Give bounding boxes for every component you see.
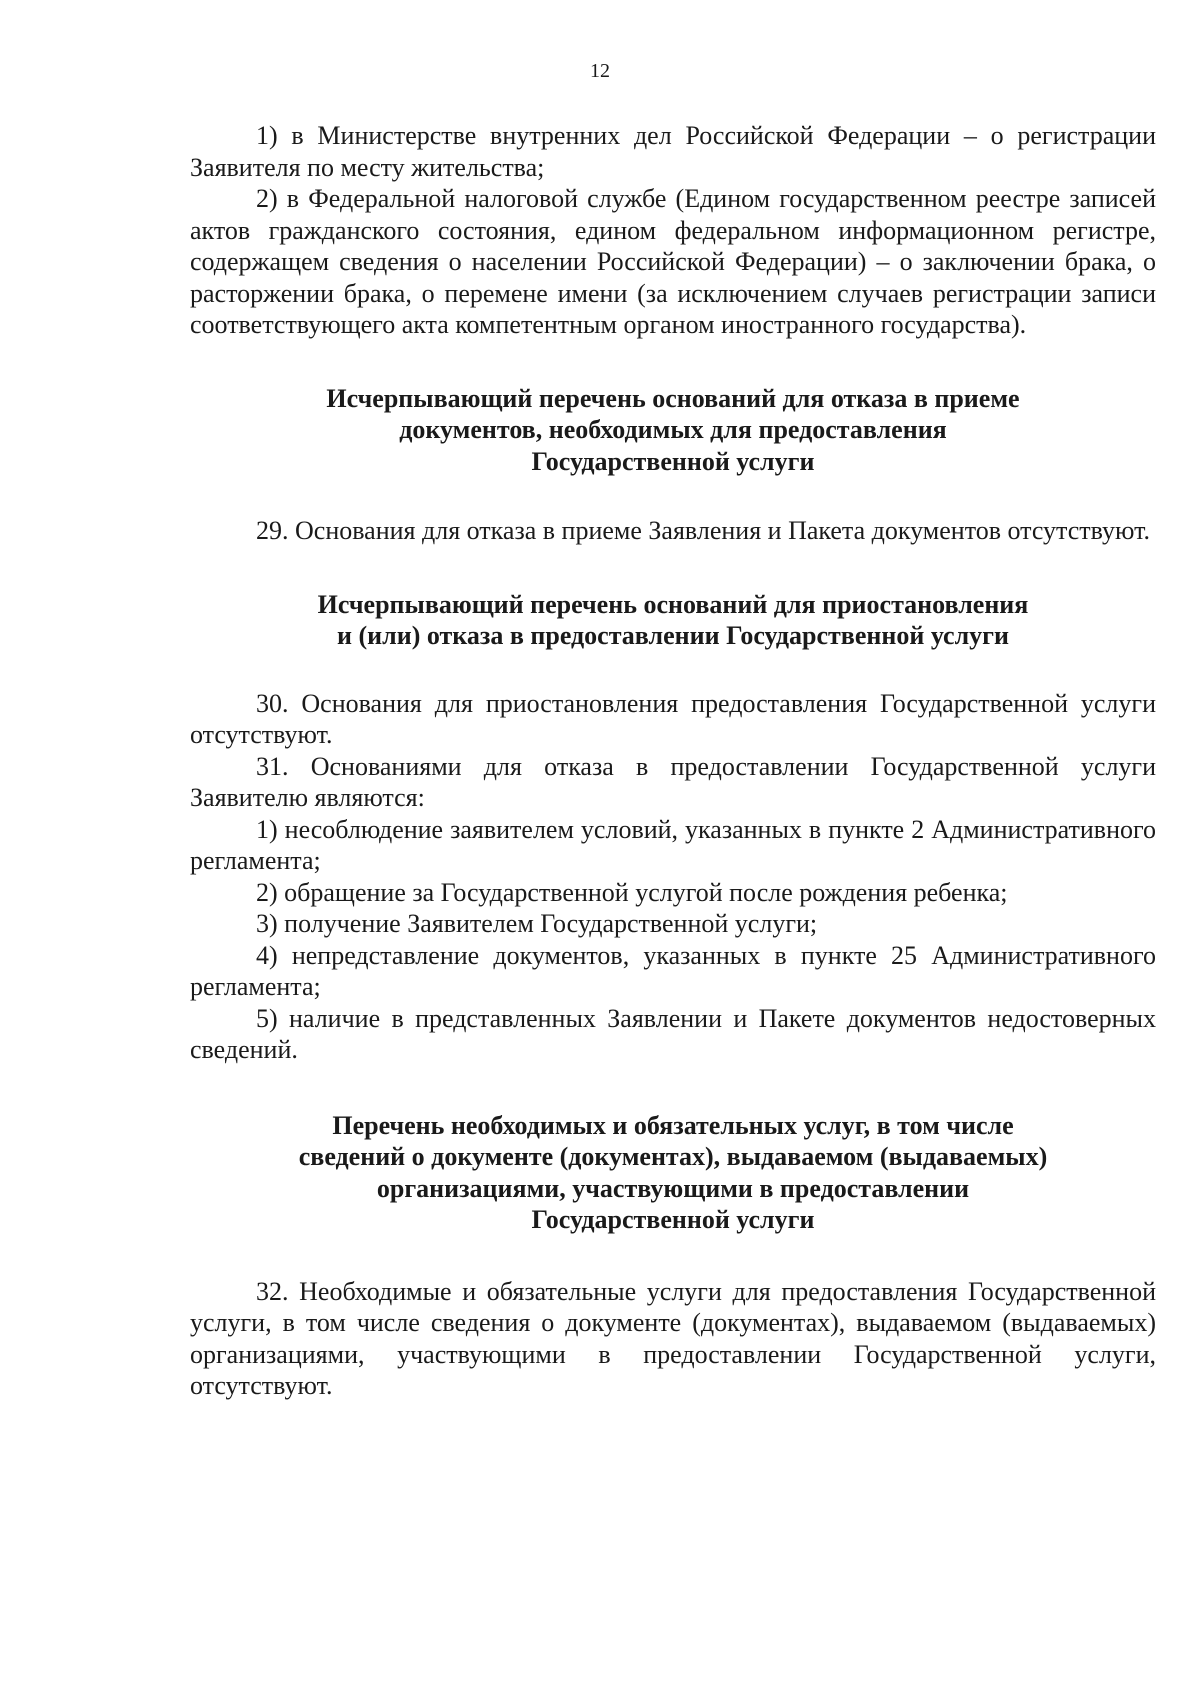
paragraph: 30. Основания для приостановления предоставления Государственной услуги отсутствуют. xyxy=(190,688,1156,749)
document-body xyxy=(190,120,1156,1402)
paragraph: 1) в Министерстве внутренних дел Российской Федерации – о регистрации Заявителя по месту жительства; xyxy=(190,121,1156,182)
heading-line: и (или) отказа в предоставлении Государственной услуги xyxy=(337,621,1009,650)
heading-line: сведений о документе (документах), выдаваемом (выдаваемых) xyxy=(298,1142,1048,1171)
heading-line: Государственной услуги xyxy=(531,446,815,476)
list-item: 3) получение Заявителем Государственной услуги; xyxy=(256,909,818,938)
list-item: 5) наличие в представленных Заявлении и Пакете документов недостоверных сведений. xyxy=(190,1003,1156,1064)
paragraph: 29. Основания для отказа в приеме Заявления и Пакета документов отсутствуют. xyxy=(256,516,1150,545)
heading-line: Перечень необходимых и обязательных услуг, в том числе xyxy=(332,1110,1014,1140)
list-item: 1) несоблюдение заявителем условий, указанных в пункте 2 Административного регламента; xyxy=(190,814,1156,875)
page-number: 12 xyxy=(590,60,610,82)
section-heading-required-services xyxy=(190,1110,1156,1236)
heading-line: Государственной услуги xyxy=(531,1205,815,1234)
paragraph: 31. Основаниями для отказа в предоставлении Государственной услуги Заявителю являются: xyxy=(190,751,1156,812)
section-heading-suspension xyxy=(190,589,1156,652)
section-heading-refusal-docs xyxy=(190,383,1156,478)
paragraph: 2) в Федеральной налоговой службе (Едином государственном реестре записей актов гражданского состояния, едином федеральном информационном регистре, содержащем сведения о населении Российской Федерации) – о заключении брака, о расторжении брака, о перемене имени (за исключением случаев регистрации записи соответствующего акта компетентным органом иностранного государства). xyxy=(190,184,1156,339)
heading-line: Исчерпывающий перечень оснований для приостановления xyxy=(317,589,1029,619)
list-item: 2) обращение за Государственной услугой после рождения ребенка; xyxy=(256,877,1008,907)
heading-line: документов, необходимых для предоставления xyxy=(399,415,947,444)
list-item: 4) непредставление документов, указанных в пункте 25 Административного регламента; xyxy=(190,940,1156,1001)
heading-line: Исчерпывающий перечень оснований для отказа в приеме xyxy=(326,383,1020,413)
heading-line: организациями, участвующими в предоставлении xyxy=(376,1173,970,1203)
paragraph: 32. Необходимые и обязательные услуги для предоставления Государственной услуги, в том числе сведения о документе (документах), выдаваемом (выдаваемых) организациями, участвующими в предоставлении Государственной услуги, отсутствуют. xyxy=(190,1276,1156,1400)
